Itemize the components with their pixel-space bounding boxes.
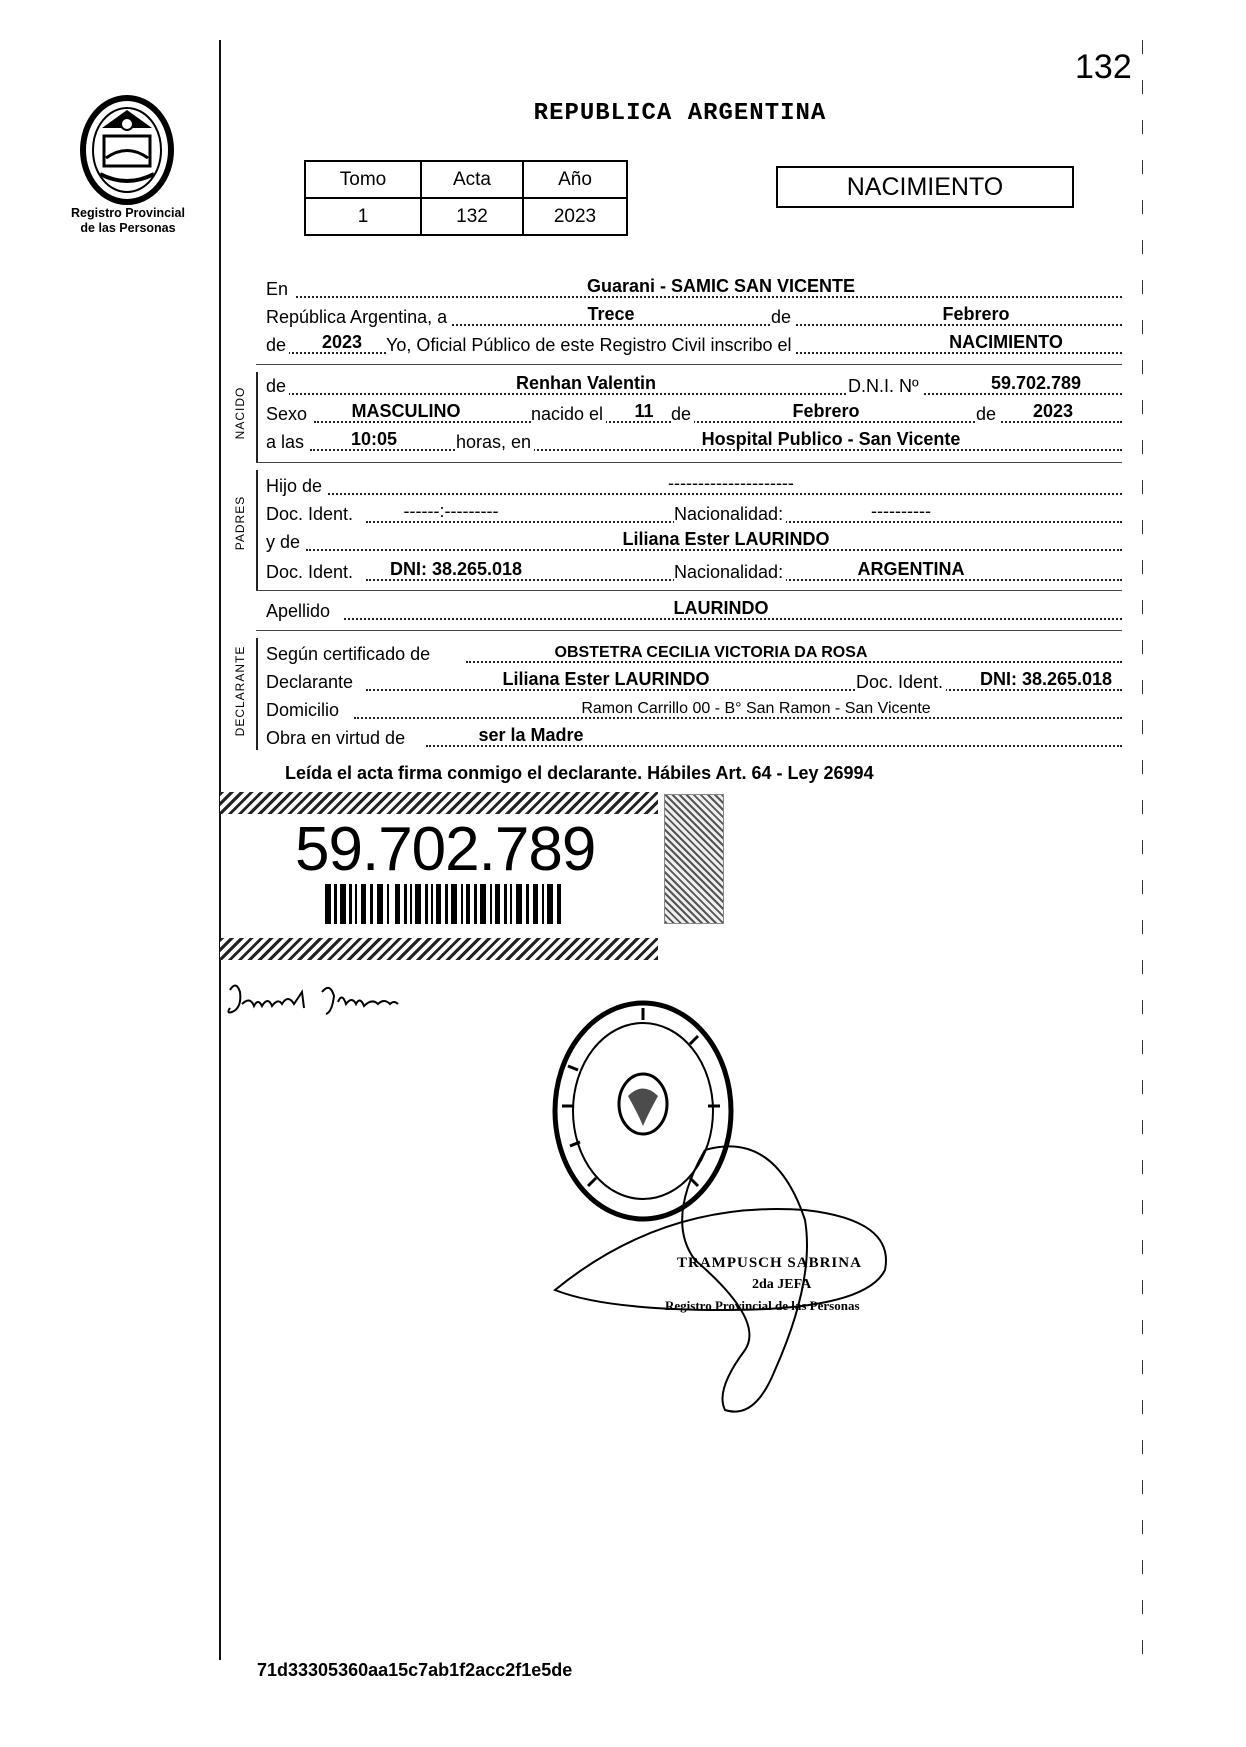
label-republica-a: República Argentina, a	[266, 307, 450, 328]
label-declarante: Declarante	[266, 672, 356, 693]
value-anio-nac: 2023	[1032, 401, 1074, 421]
value-madre-nac: ARGENTINA	[857, 559, 965, 579]
official-organization: Registro Provincial de las Personas	[665, 1298, 860, 1313]
value-virtud: ser la Madre	[478, 725, 584, 745]
registry-table	[304, 160, 628, 236]
label-segun-certificado: Según certificado de	[266, 644, 433, 665]
value-mes-nac: Febrero	[792, 401, 860, 421]
registry-header-acta: Acta	[421, 161, 523, 198]
label-hijo-de: Hijo de	[266, 476, 325, 497]
row-padre-doc	[266, 503, 1122, 527]
value-apellido: LAURINDO	[673, 598, 769, 618]
row-madre	[266, 531, 1122, 555]
value-dia-nac: 11	[634, 401, 654, 421]
label-apellido: Apellido	[266, 601, 333, 622]
security-band-bottom	[220, 938, 658, 960]
value-dni: 59.702.789	[990, 373, 1082, 393]
dni-barcode-block	[220, 792, 658, 960]
row-apellido	[266, 600, 1122, 624]
page-number: 132	[1075, 48, 1132, 86]
value-padre: ---------------------	[668, 473, 794, 493]
value-madre: Liliana Ester LAURINDO	[622, 529, 830, 549]
row-fecha-acta	[266, 306, 1122, 330]
hologram-icon	[664, 794, 724, 924]
value-padre-nac: ----------	[871, 501, 931, 521]
registry-header-tomo: Tomo	[305, 161, 421, 198]
label-doc-ident-2: Doc. Ident.	[266, 562, 356, 583]
emblem-caption-line1: Registro Provincial	[71, 206, 185, 220]
row-nombre	[266, 375, 1122, 399]
label-de-4: de	[671, 404, 694, 425]
registry-header-anio: Año	[523, 161, 627, 198]
value-mes-acta: Febrero	[942, 304, 1010, 324]
row-certificado	[266, 643, 1122, 667]
label-doc-ident-1: Doc. Ident.	[266, 504, 356, 525]
registry-value-row	[305, 198, 627, 235]
label-de-2: de	[266, 335, 289, 356]
value-certificado: OBSTETRA CECILIA VICTORIA DA ROSA	[554, 644, 868, 661]
label-obra-en-virtud: Obra en virtud de	[266, 728, 408, 749]
label-sexo: Sexo	[266, 404, 310, 425]
label-de-3: de	[266, 376, 289, 397]
registry-value-tomo: 1	[305, 198, 421, 235]
label-y-de: y de	[266, 532, 303, 553]
value-tipo: NACIMIENTO	[949, 332, 1063, 352]
page-right-border	[1142, 40, 1143, 1660]
security-band-top	[220, 792, 658, 814]
lectura-statement: Leída el acta firma conmigo el declarante. Hábiles Art. 64 - Ley 26994	[285, 763, 874, 783]
document-hash: 71d33305360aa15c7ab1f2acc2f1e5de	[257, 1660, 573, 1680]
label-nacionalidad-1: Nacionalidad:	[674, 504, 786, 525]
side-label-padres: PADRES	[233, 495, 247, 551]
document-type-box: NACIMIENTO	[776, 166, 1074, 208]
side-label-nacido: NACIDO	[233, 386, 247, 440]
dni-large-number: 59.702.789	[295, 815, 596, 884]
label-de-5: de	[976, 404, 999, 425]
label-horas-en: horas, en	[456, 432, 534, 453]
official-signature-icon	[545, 1140, 935, 1430]
row-padre	[266, 475, 1122, 499]
barcode-icon	[325, 884, 565, 924]
row-virtud	[266, 727, 1122, 751]
value-domicilio: Ramon Carrillo 00 - B° San Ramon - San Vicente	[581, 700, 931, 717]
registry-value-acta: 132	[421, 198, 523, 235]
label-nacido-el: nacido el	[531, 404, 606, 425]
label-doc-ident-3: Doc. Ident.	[856, 672, 946, 693]
row-hora-lugar	[266, 431, 1122, 455]
label-nacionalidad-2: Nacionalidad:	[674, 562, 786, 583]
value-nombre: Renhan Valentin	[515, 373, 657, 393]
value-dia-acta: Trece	[587, 304, 635, 324]
value-lugar: Guarani - SAMIC SAN VICENTE	[586, 276, 856, 296]
label-dni: D.N.I. Nº	[848, 376, 922, 397]
value-declarante: Liliana Ester LAURINDO	[502, 669, 710, 689]
provincial-emblem-icon	[72, 88, 182, 208]
emblem-caption	[48, 206, 208, 236]
registry-value-anio: 2023	[523, 198, 627, 235]
emblem-caption-line2: de las Personas	[80, 221, 176, 235]
value-madre-doc: DNI: 38.265.018	[389, 559, 523, 579]
declarant-signature-icon	[222, 978, 452, 1028]
label-en: En	[266, 279, 291, 300]
registry-header-row	[305, 161, 627, 198]
value-sexo: MASCULINO	[351, 401, 461, 421]
value-anio-acta: 2023	[321, 332, 363, 352]
row-madre-doc	[266, 561, 1122, 585]
label-a-las: a las	[266, 432, 307, 453]
row-lugar	[266, 278, 1122, 302]
row-nacimiento	[266, 403, 1122, 427]
label-yo-oficial: Yo, Oficial Público de este Registro Civil inscribo el	[386, 335, 795, 356]
value-padre-doc: ------:---------	[403, 501, 499, 521]
value-lugar-nac: Hospital Publico - San Vicente	[701, 429, 961, 449]
official-name: TRAMPUSCH SABRINA	[677, 1255, 862, 1271]
side-label-declarante: DECLARANTE	[233, 645, 247, 737]
document-title: REPUBLICA ARGENTINA	[533, 100, 827, 127]
official-role: 2da JEFA	[752, 1277, 812, 1292]
label-domicilio: Domicilio	[266, 700, 342, 721]
row-domicilio	[266, 699, 1122, 723]
value-declarante-doc: DNI: 38.265.018	[979, 669, 1113, 689]
value-hora: 10:05	[350, 429, 398, 449]
label-de-1: de	[771, 307, 794, 328]
row-declarante	[266, 671, 1122, 695]
row-inscripcion	[266, 334, 1122, 358]
